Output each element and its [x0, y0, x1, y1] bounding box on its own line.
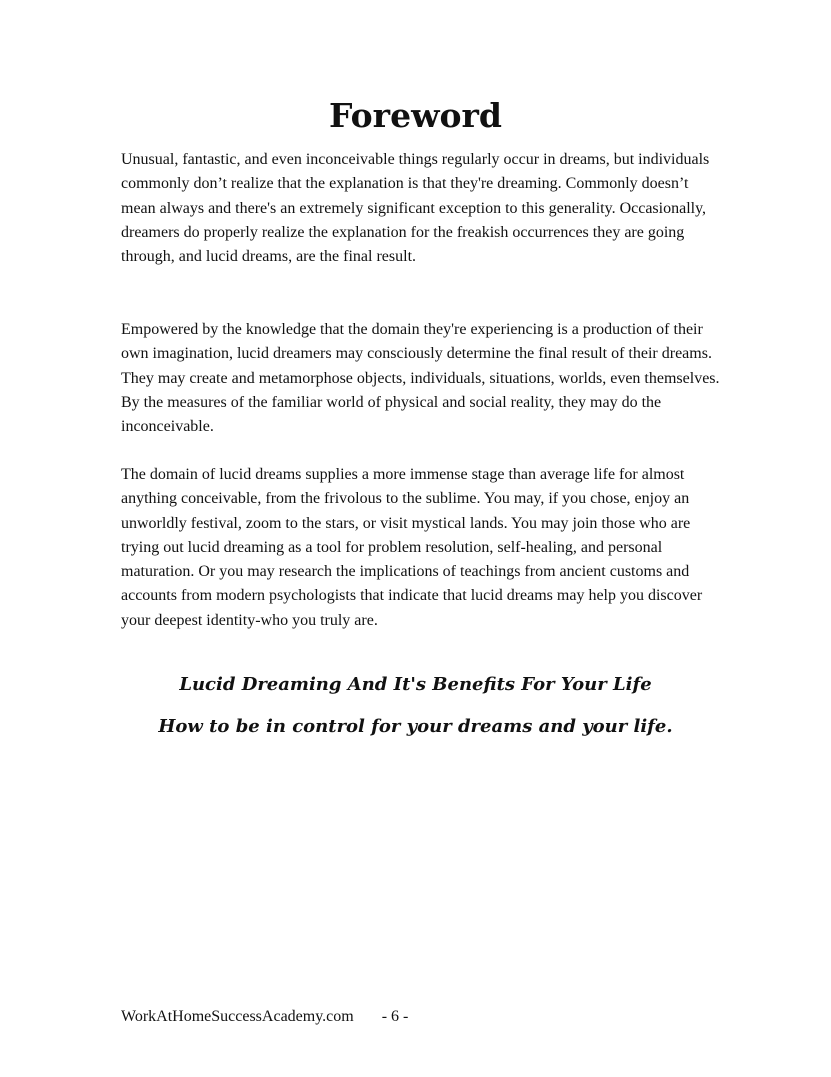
page-title: Foreword [329, 96, 502, 135]
tagline-1: Lucid Dreaming And It's Benefits For Your Life [179, 674, 652, 695]
tagline-2: How to be in control for your dreams and your life. [158, 716, 673, 737]
footer-site-name: WorkAtHomeSuccessAcademy.com [121, 1008, 354, 1025]
page-footer [121, 1006, 408, 1028]
paragraph-2: Empowered by the knowledge that the domain they're experiencing is a production of their own imagination, lucid dreamers may consciously determine the final result of their dreams. They may create and metamorphose objects, individuals, situations, worlds, even themselves. By the measures of the familiar world of physical and social reality, they may do the inconceivable. [121, 321, 720, 436]
page-number: - 6 - [381, 1008, 409, 1025]
paragraph-3: The domain of lucid dreams supplies a more immense stage than average life for almost anything conceivable, from the frivolous to the sublime. You may, if you chose, enjoy an unworldly festival, zoom to the stars, or visit mystical lands. You may join those who are trying out lucid dreaming as a tool for problem resolution, self-healing, and personal maturation. Or you may research the implications of teachings from ancient customs and accounts from modern psychologists that indicate that lucid dreams may help you discover your deepest identity-who you truly are. [121, 466, 703, 629]
paragraph-1: Unusual, fantastic, and even inconceivable things regularly occur in dreams, but individuals commonly don’t realize that the explanation is that they're dreaming. Commonly doesn’t mean always and there's an extremely significant exception to this generality. Occasionally, dreamers do properly realize the explanation for the freakish occurrences they are going through, and lucid dreams, are the final result. [121, 151, 710, 266]
